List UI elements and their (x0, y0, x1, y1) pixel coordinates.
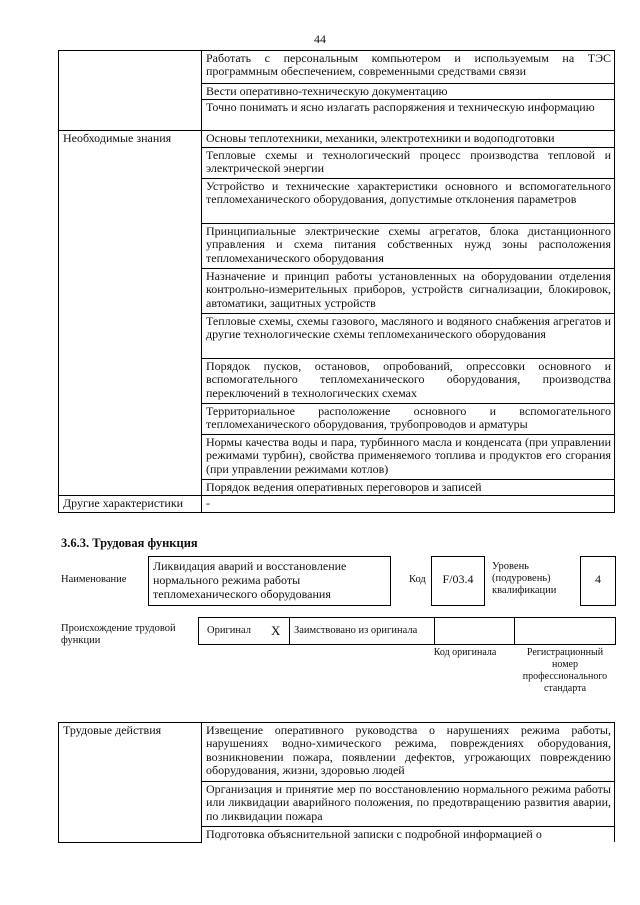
code-box (431, 556, 485, 606)
borrowed-label: Заимствовано из оригинала (294, 625, 418, 636)
knowledge-label: Необходимые знания (59, 131, 202, 496)
code-value: F/03.4 (442, 572, 474, 586)
table-row (59, 496, 615, 512)
section-heading: 3.6.3. Трудовая функция (61, 536, 198, 550)
action-row: Организация и принятие мер по восстановлению нормального режима работы или ликвидации аварийного положения, по предотвращению развития аварии, по ликвидации пожара (202, 782, 615, 827)
table-row (59, 131, 615, 147)
other-label: Другие характеристики (59, 496, 202, 512)
level-value: 4 (595, 572, 601, 586)
label-cell-empty (59, 51, 202, 131)
table-row (59, 723, 615, 782)
knowledge-row: Тепловые схемы, схемы газового, масляного и водяного снабжения агрегатов и другие технологические схемы тепломеханического оборудования (202, 313, 615, 358)
skill-row: Вести оперативно-техническую документацию (202, 84, 615, 100)
level-box (580, 556, 616, 606)
origin-table (198, 617, 616, 645)
knowledge-table (58, 50, 615, 513)
knowledge-row: Порядок пусков, остановов, опробований, опрессовки основного и вспомогательного тепломеханического оборудования, производства переключений в технологических схемах (202, 358, 615, 403)
function-name-box (148, 556, 391, 606)
reg-number-cell (514, 617, 616, 645)
level-label: Уровень (подуровень) квалификации (492, 561, 557, 596)
skill-row: Точно понимать и ясно излагать распоряжения и техническую информацию (202, 100, 615, 131)
action-row: Извещение оперативного руководства о нарушениях режима работы, нарушениях водно-химического режима, повреждениях оборудования, возникновении пожара, появлении дефектов, угрожающих повреждению оборудования, жизни, здоровью людей (202, 723, 615, 782)
knowledge-row: Устройство и технические характеристики основного и вспомогательного тепломеханического оборудования, допустимые отклонения параметров (202, 178, 615, 223)
original-mark: X (271, 623, 281, 638)
function-name-value: Ликвидация аварий и восстановление нормального режима работы тепломеханического оборудования (153, 559, 347, 601)
origin-label: Происхождение трудовой функции (61, 623, 176, 646)
code-label: Код (409, 574, 426, 585)
action-row: Подготовка объяснительной записки с подробной информацией о (202, 827, 615, 843)
knowledge-row: Тепловые схемы и технологический процесс производства тепловой и электрической энергии (202, 147, 615, 178)
page-number: 44 (314, 32, 326, 46)
knowledge-row: Принципиальные электрические схемы агрегатов, блока дистанционного управления и схема питания собственных нужд зоны расположения тепломеханического оборудования (202, 223, 615, 268)
actions-label: Трудовые действия (59, 723, 202, 843)
actions-table (58, 722, 615, 843)
table-row (59, 51, 615, 84)
code-original-caption: Код оригинала (433, 647, 497, 658)
code-original-cell (434, 617, 515, 645)
original-label: Оригинал (207, 625, 251, 636)
other-value: - (202, 496, 615, 512)
knowledge-row: Нормы качества воды и пара, турбинного масла и конденсата (при управлении режимами турбин), свойства применяемого топлива и продуктов его сгорания (при управлении режимами котлов) (202, 434, 615, 479)
reg-number-caption: Регистрационный номер профессионального стандарта (522, 647, 608, 694)
knowledge-row: Основы теплотехники, механики, электротехники и водоподготовки (202, 131, 615, 147)
name-label: Наименование (61, 574, 127, 585)
skill-row: Работать с персональным компьютером и используемым на ТЭС программным обеспечением, современными средствами связи (202, 51, 615, 84)
knowledge-row: Территориальное расположение основного и вспомогательного тепломеханического оборудования, трубопроводов и арматуры (202, 403, 615, 434)
knowledge-row: Порядок ведения оперативных переговоров и записей (202, 479, 615, 495)
knowledge-row: Назначение и принцип работы установленных на оборудовании отделения контрольно-измерительных приборов, устройств сигнализации, блокировок, автоматики, защитных устройств (202, 268, 615, 313)
